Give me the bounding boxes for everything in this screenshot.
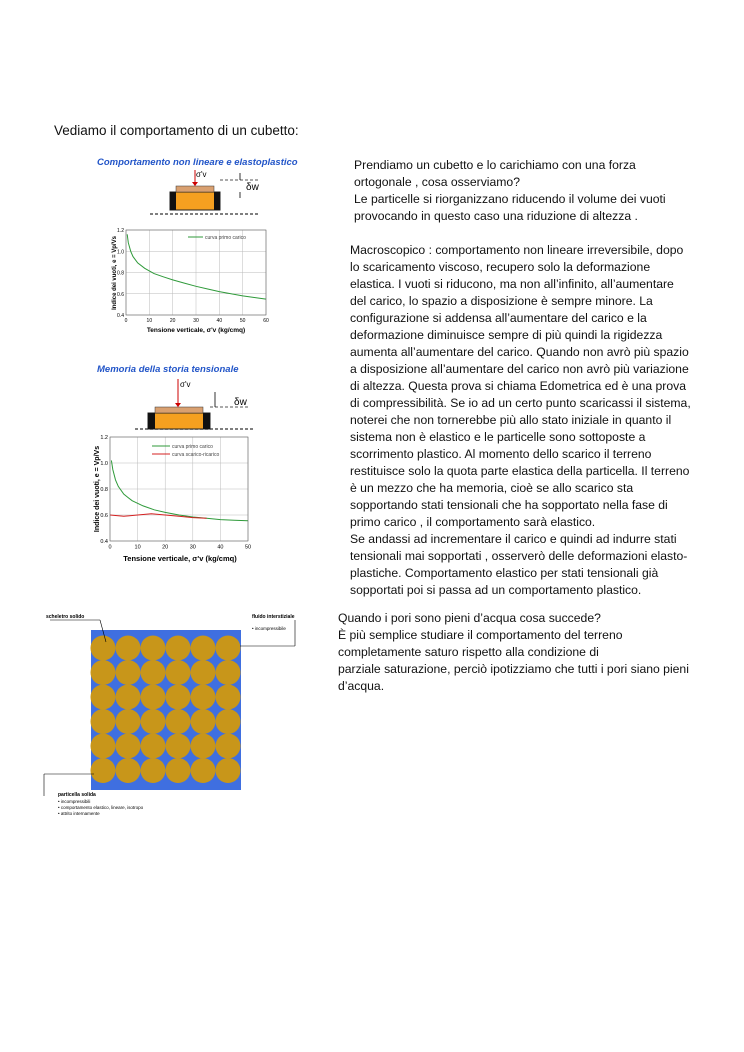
series-line bbox=[127, 234, 266, 299]
solid-grain bbox=[216, 685, 241, 710]
paragraph-line: è un mezzo che ha memoria, cioè se allo scarico sta bbox=[350, 481, 634, 495]
y-tick-label: 1.0 bbox=[100, 461, 108, 467]
solid-grain bbox=[116, 685, 141, 710]
y-tick-label: 0.4 bbox=[117, 313, 124, 319]
figure1-sample-diagram bbox=[100, 168, 275, 218]
figure1-delta-label: δw bbox=[246, 182, 259, 193]
paragraph-line: restituisce solo la quota parte elastica della particella. Il terreno bbox=[350, 464, 690, 478]
x-tick-label: 0 bbox=[124, 318, 128, 324]
solid-grain bbox=[166, 636, 191, 661]
paragraph-line: provocando in questo caso una riduzione di altezza . bbox=[354, 209, 638, 223]
paragraph-line: primo carico , il comportamento sarà elastico. bbox=[350, 515, 596, 529]
figure1-sigma-label: σ'v bbox=[196, 170, 207, 179]
series-line bbox=[111, 460, 248, 520]
figure2-chart bbox=[92, 433, 262, 568]
y-tick-label: 0.4 bbox=[100, 539, 108, 545]
solid-grain bbox=[116, 758, 141, 783]
x-tick-label: 30 bbox=[189, 544, 196, 551]
paragraph-line: configurazione si addensa all’aumentare del carico e la bbox=[350, 311, 647, 325]
figure3-label-skeleton: scheletro solido bbox=[46, 614, 85, 620]
solid-grain bbox=[166, 709, 191, 734]
y-tick-label: 1.2 bbox=[100, 435, 108, 441]
paragraph-line: Le particelle si riorganizzano riducendo il volume dei vuoti bbox=[354, 192, 666, 206]
figure1-legend: curva primo carico bbox=[205, 235, 246, 241]
solid-grain bbox=[141, 758, 166, 783]
figure3-saturated-soil bbox=[40, 606, 302, 818]
solid-grain bbox=[216, 660, 241, 685]
solid-grain bbox=[216, 636, 241, 661]
paragraph-line: elastica. I vuoti si riducono, ma non all’infinito, all’aumentare bbox=[350, 277, 674, 291]
solid-grain bbox=[191, 685, 216, 710]
page-heading: Vediamo il comportamento di un cubetto: bbox=[54, 123, 299, 138]
solid-grain bbox=[116, 660, 141, 685]
paragraph-intro bbox=[354, 157, 666, 225]
y-tick-label: 0.6 bbox=[117, 291, 124, 298]
paragraph-line: Prendiamo un cubetto e lo carichiamo con una forza bbox=[354, 158, 636, 172]
figure3-label-fluid: fluido interstiziale bbox=[252, 614, 295, 620]
figure2-title: Memoria della storia tensionale bbox=[97, 364, 239, 375]
y-tick-label: 0.8 bbox=[100, 487, 108, 493]
paragraph-line: È più semplice studiare il comportamento del terreno bbox=[338, 628, 623, 642]
paragraph-line: noterei che non tornerebbe più allo stato iniziale in quanto il bbox=[350, 413, 672, 427]
x-tick-label: 40 bbox=[217, 544, 224, 551]
solid-grain bbox=[91, 660, 116, 685]
figure3-particle-item-2: • comportamento elastico, lineare, isotropo bbox=[58, 805, 144, 810]
paragraph-line: sistema non è elastico e le particelle sono sottoposte a bbox=[350, 430, 646, 444]
figure3-particle-item-3: • attrito internamente bbox=[58, 811, 100, 816]
paragraph-line: ortogonale , cosa osserviamo? bbox=[354, 175, 520, 189]
paragraph-line: tensionali mai sopportati , osserverò delle deformazioni elasto- bbox=[350, 549, 688, 563]
paragraph-line: deformazione diminuisce sempre di più quindi la rigidezza bbox=[350, 328, 663, 342]
solid-grain bbox=[91, 734, 116, 759]
paragraph-line: lo scaricamento viscoso, recupero solo la deformazione bbox=[350, 260, 651, 274]
solid-grain bbox=[166, 734, 191, 759]
paragraph-macroscopic bbox=[350, 242, 691, 599]
paragraph-line: del carico, lo spazio a disposizione è sempre minore. La bbox=[350, 294, 653, 308]
solid-grain bbox=[91, 758, 116, 783]
solid-grain bbox=[191, 734, 216, 759]
series-line bbox=[110, 514, 207, 519]
solid-grain bbox=[116, 636, 141, 661]
solid-grain bbox=[91, 685, 116, 710]
figure3-label-particle: particella solida bbox=[58, 792, 96, 798]
figure2-delta-label: δw bbox=[234, 397, 247, 408]
solid-grain bbox=[191, 758, 216, 783]
solid-grain bbox=[166, 660, 191, 685]
y-tick-label: 0.6 bbox=[100, 513, 108, 519]
solid-grain bbox=[116, 734, 141, 759]
paragraph-line: di compressibilità. Se io ad un certo punto scaricassi il sistema, bbox=[350, 396, 691, 410]
paragraph-line: completamente saturo rispetto alla condizione di bbox=[338, 645, 599, 659]
paragraph-line: d’acqua. bbox=[338, 679, 385, 693]
figure1-chart bbox=[108, 225, 273, 337]
solid-grain bbox=[91, 636, 116, 661]
figure2-ylabel: Indice dei vuoti, e = Vp/Vs bbox=[94, 445, 101, 533]
figure2-sigma-label: σ'v bbox=[180, 380, 191, 389]
paragraph-line: a disposizione all’aumentare del carico non avrò più variazione bbox=[350, 362, 689, 376]
solid-grain bbox=[141, 685, 166, 710]
paragraph-line: aumenta all’aumentare del carico. Quando non avrò più spazio bbox=[350, 345, 689, 359]
solid-grain bbox=[216, 709, 241, 734]
solid-grain bbox=[91, 709, 116, 734]
solid-grain bbox=[116, 709, 141, 734]
figure1-title: Comportamento non lineare e elastoplastico bbox=[97, 157, 298, 168]
solid-grain bbox=[191, 709, 216, 734]
solid-grain bbox=[141, 636, 166, 661]
figure3-label-fluid-sub: • incompressibile bbox=[252, 626, 286, 631]
y-tick-label: 1.0 bbox=[117, 249, 124, 256]
paragraph-line: Quando i pori sono pieni d’acqua cosa succede? bbox=[338, 611, 601, 625]
paragraph-saturation bbox=[338, 610, 689, 695]
paragraph-line: sopportati poi si passa ad un comportamento plastico. bbox=[350, 583, 642, 597]
figure3-particle-item-1: • incompressibili bbox=[58, 799, 91, 804]
x-tick-label: 40 bbox=[216, 318, 223, 324]
paragraph-line: di altezza. Questa prova si chiama Edometrica ed è una prova bbox=[350, 379, 687, 393]
solid-grain bbox=[216, 758, 241, 783]
x-tick-label: 20 bbox=[162, 544, 169, 551]
x-tick-label: 20 bbox=[169, 318, 176, 324]
figure2-legend-1: curva primo carico bbox=[172, 444, 213, 450]
x-tick-label: 60 bbox=[263, 318, 269, 324]
paragraph-line: Se andassi ad incrementare il carico e quindi ad indurre stati bbox=[350, 532, 677, 546]
paragraph-line: parziale saturazione, perciò ipotizziamo che tutti i pori siano pieni bbox=[338, 662, 689, 676]
y-tick-label: 0.8 bbox=[117, 270, 124, 277]
paragraph-line: sopportando stati tensionali che ha sopportato nella fase di bbox=[350, 498, 668, 512]
paragraph-line: scorrimento plastico. Al momento dello scarico il terreno bbox=[350, 447, 652, 461]
x-tick-label: 50 bbox=[244, 544, 252, 551]
x-tick-label: 0 bbox=[108, 544, 112, 551]
solid-grain bbox=[166, 685, 191, 710]
solid-grain bbox=[191, 636, 216, 661]
figure2-legend-2: curva scarico-ricarico bbox=[172, 452, 220, 458]
y-tick-label: 1.2 bbox=[117, 228, 124, 234]
paragraph-line: plastiche. Comportamento elastico per stati tensionali già bbox=[350, 566, 659, 580]
x-tick-label: 10 bbox=[146, 318, 153, 324]
solid-grain bbox=[216, 734, 241, 759]
solid-grain bbox=[141, 660, 166, 685]
solid-grain bbox=[166, 758, 191, 783]
figure2-xlabel: Tensione verticale, σ'v (kg/cmq) bbox=[123, 554, 237, 563]
paragraph-line: Macroscopico : comportamento non lineare irreversibile, dopo bbox=[350, 243, 684, 257]
figure1-xlabel: Tensione verticale, σ'v (kg/cmq) bbox=[146, 327, 246, 334]
solid-grain bbox=[191, 660, 216, 685]
x-tick-label: 30 bbox=[193, 318, 199, 324]
x-tick-label: 50 bbox=[239, 318, 246, 324]
x-tick-label: 10 bbox=[134, 544, 141, 551]
figure1-ylabel: Indice dei vuoti, e = Vp/Vs bbox=[112, 236, 118, 310]
solid-grain bbox=[141, 734, 166, 759]
figure2-sample-diagram bbox=[100, 377, 275, 433]
solid-grain bbox=[141, 709, 166, 734]
